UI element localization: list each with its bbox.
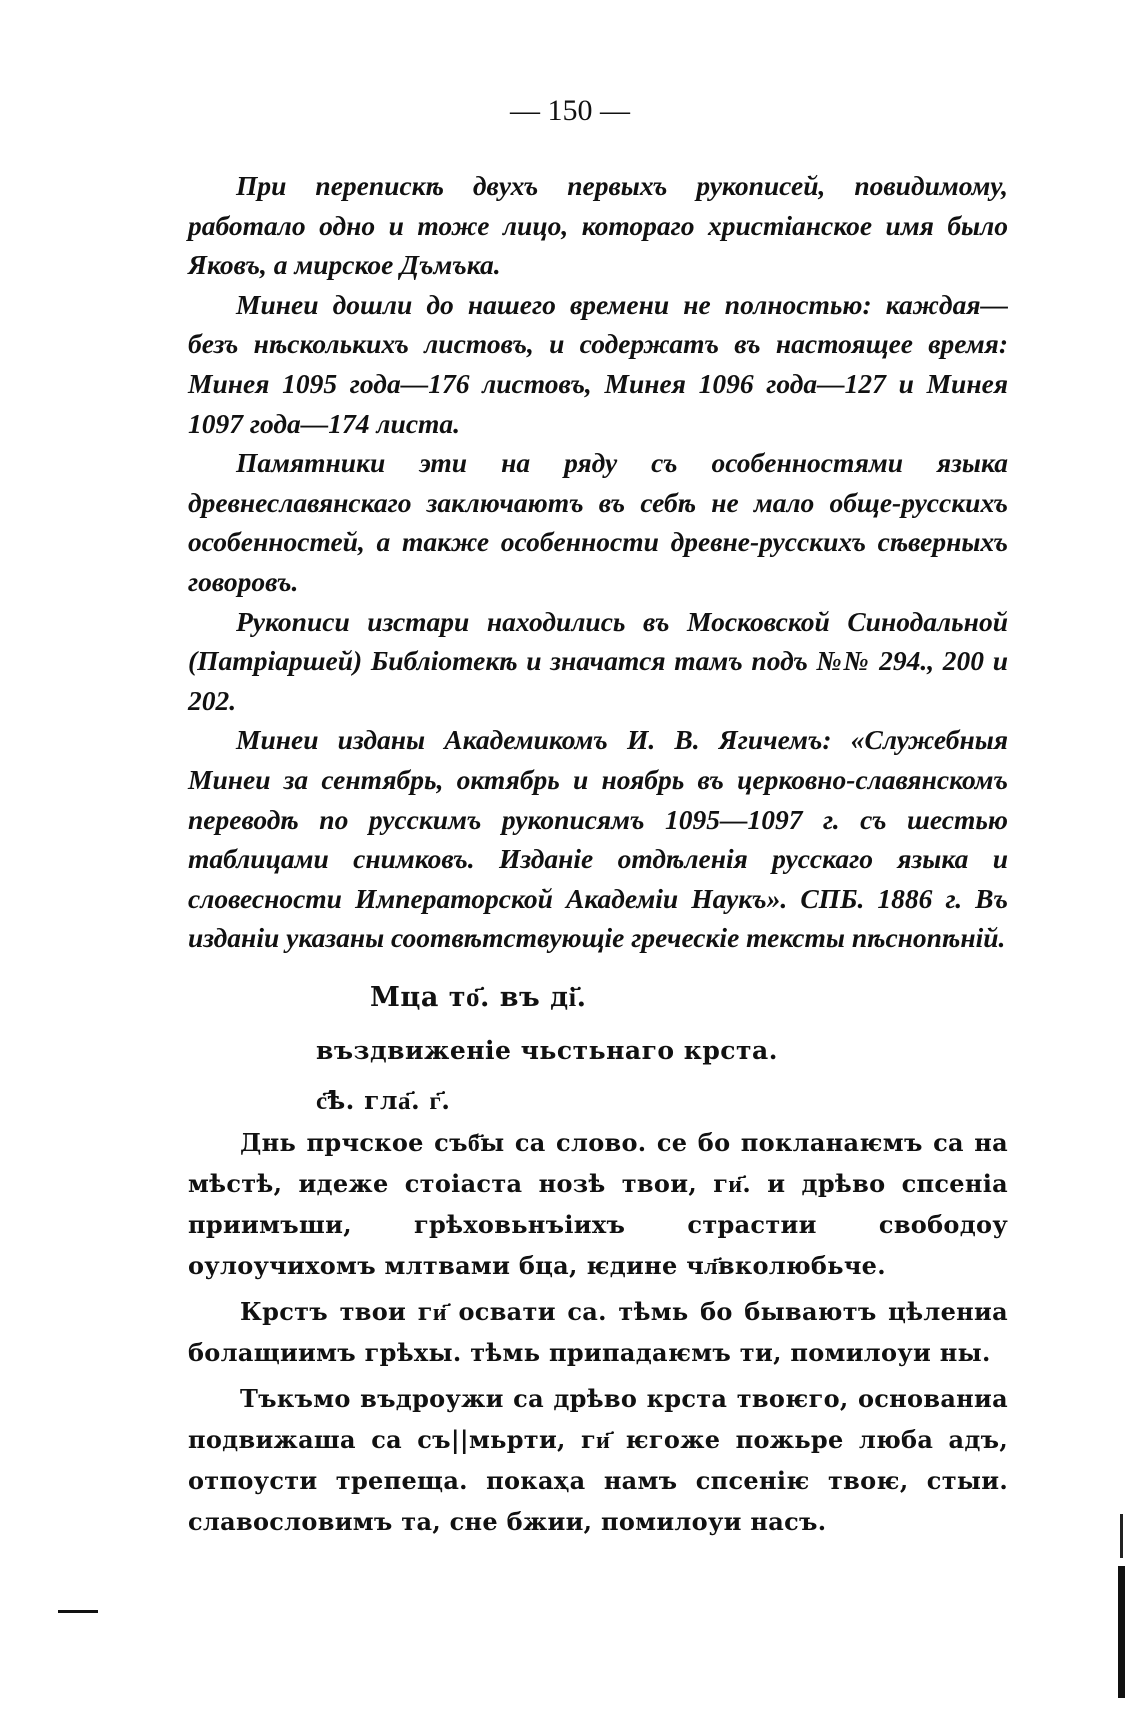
margin-dash: [58, 1610, 98, 1613]
page-number: — 150 —: [510, 94, 630, 127]
intro-text: [188, 166, 1008, 958]
slavonic-verse: Крстъ твои ги҃ освати са. тѣмь бо бываютъ цѣлениа болащиимъ грѣхы. тѣмь припадаѥмъ ти, помилоуи ны.: [188, 1297, 1008, 1367]
slavonic-verse: Тъкъмо въдроужи са дрѣво крста твоѥго, основаниа подвижаша са съ||мьрти, ги҃ ѥгоже пожьре люба адъ, отпоусти трепеща. покаҳа намъ спсеніѥ твоѥ, стыи. славословимъ та, сне бжии, помилоуи насъ.: [188, 1384, 1008, 1536]
paragraph-state: Минеи дошли до нашего времени не полностью: каждая— безъ нѣсколькихъ листовъ, и содержатъ въ настоящее время: Минея 1095 года—176 листовъ, Минея 1096 года—127 и Минея 1097 года—174 листа.: [188, 288, 1008, 439]
slavonic-heading-tone: с҃ѣ. гла҃. г҃.: [316, 1086, 451, 1115]
paragraph-location: Рукописи изстари находились въ Московской Синодальной (Патріаршей) Библіотекѣ и значатся тамъ подъ №№ 294., 200 и 202.: [188, 605, 1008, 716]
paragraph-edition: Минеи изданы Академикомъ И. В. Ягичемъ: «Служебныя Минеи за сентябрь, октябрь и ноябрь въ церковно-славянскомъ переводѣ по русскимъ рукописямъ 1095—1097 г. съ шестью таблицами снимковъ. Изданіе отдѣленія русскаго языка и словесности Императорской Академіи Наукъ». СПБ. 1886 г. Въ изданіи указаны соотвѣтствующіе греческіе тексты пѣснопѣній.: [188, 724, 1008, 954]
paragraph-scribe: При перепискѣ двухъ первыхъ рукописей, повидимому, работало одно и тоже лицо, котораго христіанское имя было Яковъ, а мирское Дъмъка.: [188, 170, 1008, 281]
scan-edge-mark: [1118, 1566, 1125, 1698]
scan-edge-mark: [1120, 1514, 1123, 1558]
paragraph-language: Памятники эти на ряду съ особенностями языка древнеславянскаго заключаютъ въ себѣ не мало обще-русскихъ особенностей, а также особенности древне-русскихъ сѣверныхъ говоровъ.: [188, 447, 1008, 597]
slavonic-verse: Днь прчское съб҃ы са слово. се бо покланаѥмъ са на мѣстѣ, идеже стоіаста нозѣ твои, ги҃. и дрѣво спсеніа приимъши, грѣховьнъіихъ страстии свободоу оулоучихомъ млтвами бца, ѥдине чл҃вколюбьче.: [188, 1128, 1008, 1280]
slavonic-heading-month: Мца то҃. въ ді҃.: [370, 982, 587, 1013]
slavonic-heading-feast: въздвиженіе чьстьнаго крста.: [316, 1036, 778, 1065]
slavonic-text: [188, 1122, 1008, 1547]
